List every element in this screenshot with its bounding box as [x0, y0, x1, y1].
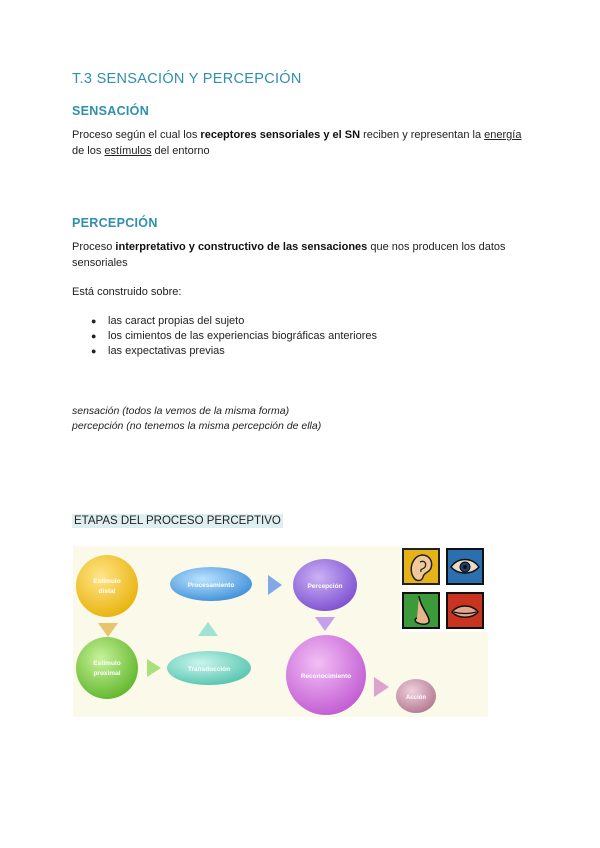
node-label: Estímulo — [93, 578, 121, 585]
sensacion-definition: Proceso según el cual los receptores sensoriales y el SN reciben y representan la energía de los estímulos del entorno — [72, 129, 522, 157]
arrow-down-icon — [315, 617, 335, 631]
node-label: Procesamiento — [187, 582, 235, 589]
mouth-icon — [446, 592, 484, 629]
node-label: proximal — [93, 670, 121, 677]
etapas-heading: ETAPAS DEL PROCESO PERCEPTIVO — [74, 515, 281, 527]
built-on-text: Está construido sobre: — [72, 286, 182, 298]
node-label: distal — [98, 588, 116, 595]
list-item: ● los cimientos de las experiencias biográficas anteriores — [91, 330, 378, 342]
percepcion-heading: PERCEPCIÓN — [72, 216, 158, 230]
node-estimulo-distal — [76, 555, 138, 617]
node-estimulo-proximal — [76, 637, 138, 699]
sensacion-heading: SENSACIÓN — [72, 104, 150, 118]
note-sensacion: sensación (todos la vemos de la misma forma) — [72, 405, 290, 417]
arrow-down-icon — [98, 623, 118, 637]
arrow-right-icon — [268, 575, 282, 595]
ear-icon — [402, 548, 440, 585]
nose-icon — [402, 592, 440, 629]
node-label: Reconocimiento — [300, 673, 352, 680]
node-label: Acción — [405, 695, 427, 701]
list-item: ● las caract propias del sujeto — [91, 315, 245, 327]
note-percepcion: percepción (no tenemos la misma percepción de ella) — [72, 420, 322, 432]
node-label: Estímulo — [93, 660, 121, 667]
eye-icon — [446, 548, 484, 585]
arrow-right-icon — [374, 677, 389, 697]
list-item: ● las expectativas previas — [91, 345, 225, 357]
arrow-right-icon — [147, 659, 161, 677]
page-title: T.3 SENSACIÓN Y PERCEPCIÓN — [72, 71, 302, 87]
node-label: Transducción — [187, 666, 231, 673]
sense-icons — [400, 546, 488, 632]
percepcion-definition: Proceso interpretativo y constructivo de las sensaciones que nos producen los datos sensoriales — [72, 241, 506, 269]
node-label: Percepción — [307, 583, 343, 590]
arrow-up-icon — [198, 622, 218, 636]
